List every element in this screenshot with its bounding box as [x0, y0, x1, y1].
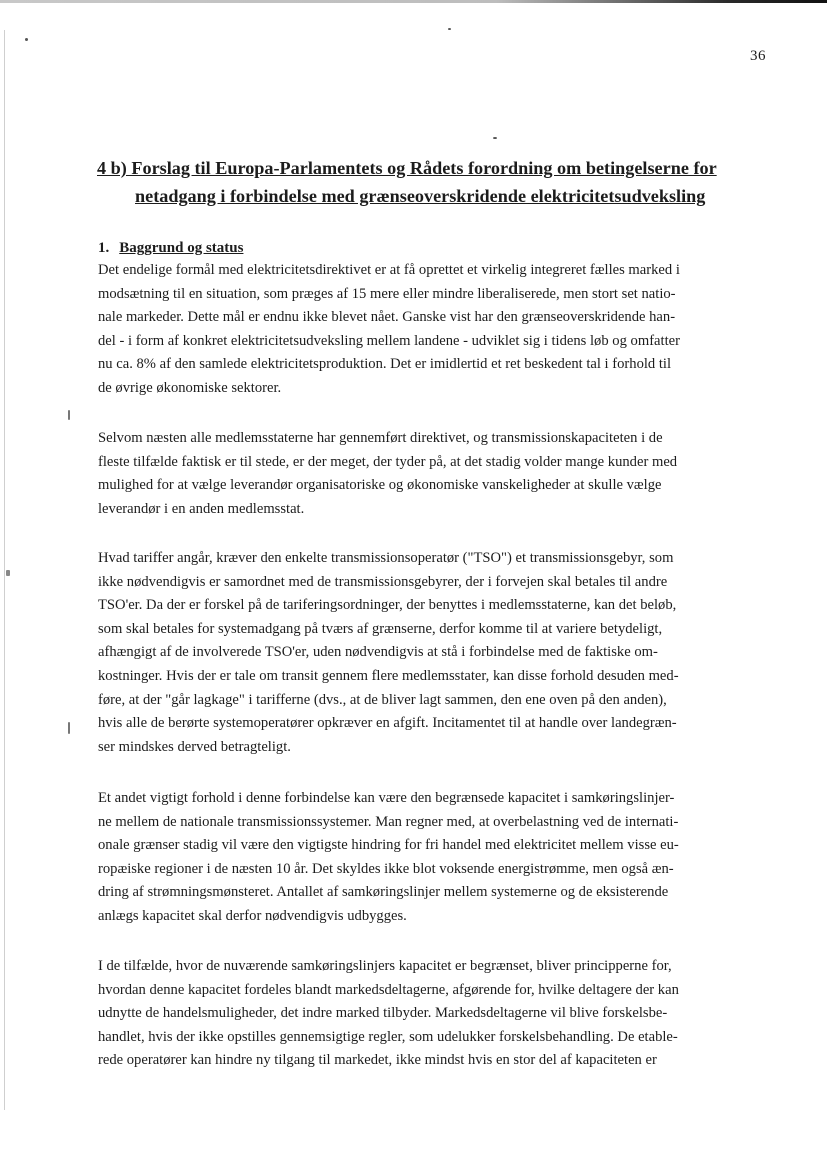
paragraph-line: kostninger. Hvis der er tale om transit gennem flere medlemsstater, kan disse forhold desuden med- [98, 667, 679, 684]
paragraph-line: handlet, hvis der ikke opstilles gennemsigtige regler, som udelukker forskelsbehandling. De etable- [98, 1028, 678, 1045]
scan-top-edge [0, 0, 827, 3]
paragraph [98, 259, 774, 401]
page-number: 36 [750, 48, 766, 64]
paragraph-line: del - i form af konkret elektricitetsudveksling mellem landene - udviklet sig i tidens løb og omfatter [98, 332, 680, 349]
document-title [97, 154, 787, 210]
scan-speck [448, 28, 451, 30]
scan-speck [25, 38, 28, 41]
paragraph-line: onale grænser stadig vil være den vigtigste hindring for fri handel med elektricitet mellem visse eu- [98, 837, 679, 854]
paragraph-line: modsætning til en situation, som præges af 15 mere eller mindre liberaliserede, men stort set natio- [98, 285, 676, 302]
paragraph-line: ne mellem de nationale transmissionssystemer. Man regner med, at overbelastning ved de internati- [98, 813, 679, 830]
paragraph-line: Et andet vigtigt forhold i denne forbindelse kan være den begrænsede kapacitet i samkøringslinjer- [98, 790, 675, 806]
paragraph [98, 787, 774, 929]
document-title-line-2: netadgang i forbindelse med grænseoverskridende elektricitetsudveksling [135, 186, 706, 206]
paragraph-line: anlægs kapacitet skal derfor nødvendigvis udbygges. [98, 907, 407, 924]
paragraph-line: ropæiske regioner i de næsten 10 år. Det skyldes ikke blot voksende energistrømme, men også æn- [98, 860, 674, 877]
paragraph-line: afhængigt af de involverede TSO'er, uden nødvendigvis at stå i forbindelse med de faktiske om- [98, 644, 658, 661]
scan-speck [68, 722, 70, 734]
paragraph-line: ikke nødvendigvis er samordnet med de transmissionsgebyrer, der i forvejen skal betales til andre [98, 573, 668, 590]
paragraph-line: nale markeder. Dette mål er endnu ikke blevet nået. Ganske vist har den grænseoverskridende han- [98, 309, 676, 326]
paragraph-line: hvis alle de berørte systemoperatører opkræver en afgift. Incitamentet til at handle over landegræn- [98, 715, 677, 732]
paragraph-line: dring af strømningsmønsteret. Antallet af samkøringslinjer mellem systemerne og de eksisterende [98, 884, 669, 901]
section-heading [98, 238, 243, 258]
section-heading-text: Baggrund og status [119, 240, 244, 256]
paragraph-line: TSO'er. Da der er forskel på de tariferingsordninger, der benyttes i medlemsstaterne, kan det beløb, [98, 597, 677, 614]
paragraph-line: hvordan denne kapacitet fordeles blandt markedsdeltagerne, afgørende for, hvilke deltagere der kan [98, 981, 679, 998]
paragraph-line: rede operatører kan hindre ny tilgang til markedet, ikke mindst hvis en stor del af kapaciteten er [98, 1052, 657, 1069]
paragraph-line: nu ca. 8% af den samlede elektricitetsproduktion. Det er imidlertid et ret beskedent tal i forhold til [98, 356, 672, 373]
paragraph-line: Det endelige formål med elektricitetsdirektivet er at få oprettet et virkelig integreret fælles marked i [98, 262, 680, 278]
paragraph-line: ser mindskes derved betragteligt. [98, 738, 291, 755]
paragraph-line: I de tilfælde, hvor de nuværende samkøringslinjers kapacitet er begrænset, bliver principperne for, [98, 958, 672, 974]
scan-speck [493, 137, 497, 139]
paragraph-line: Hvad tariffer angår, kræver den enkelte transmissionsoperatør ("TSO") et transmissionsgebyr, som [98, 550, 674, 566]
section-number: 1. [98, 240, 110, 256]
scan-speck [6, 570, 10, 576]
paragraph-line: mulighed for at vælge leverandør organisatoriske og økonomiske vanskeligheder at skulle vælge [98, 477, 662, 494]
paragraph [98, 427, 774, 521]
paragraph-line: føre, at der "går lagkage" i tarifferne (dvs., at de bliver lagt sammen, den ene oven på den anden), [98, 691, 667, 708]
paragraph-line: udnytte de handelsmuligheder, det indre marked tilbyder. Markedsdeltagerne vil blive forskelsbe- [98, 1005, 668, 1022]
paragraph-line: Selvom næsten alle medlemsstaterne har gennemført direktivet, og transmissionskapaciteten i de [98, 430, 663, 446]
paragraph-line: de øvrige økonomiske sektorer. [98, 379, 282, 396]
scan-left-edge [4, 30, 5, 1110]
scan-speck [68, 410, 70, 420]
paragraph [98, 547, 774, 759]
paragraph [98, 955, 774, 1073]
paragraph-line: leverandør i en anden medlemsstat. [98, 500, 305, 517]
document-title-line-1: 4 b) Forslag til Europa-Parlamentets og Rådets forordning om betingelserne for [97, 158, 717, 178]
paragraph-line: som skal betales for systemadgang på tværs af grænserne, derfor komme til at variere betydeligt, [98, 620, 663, 637]
paragraph-line: fleste tilfælde faktisk er til stede, er der meget, der tyder på, at det stadig volder mange kunder med [98, 453, 678, 470]
